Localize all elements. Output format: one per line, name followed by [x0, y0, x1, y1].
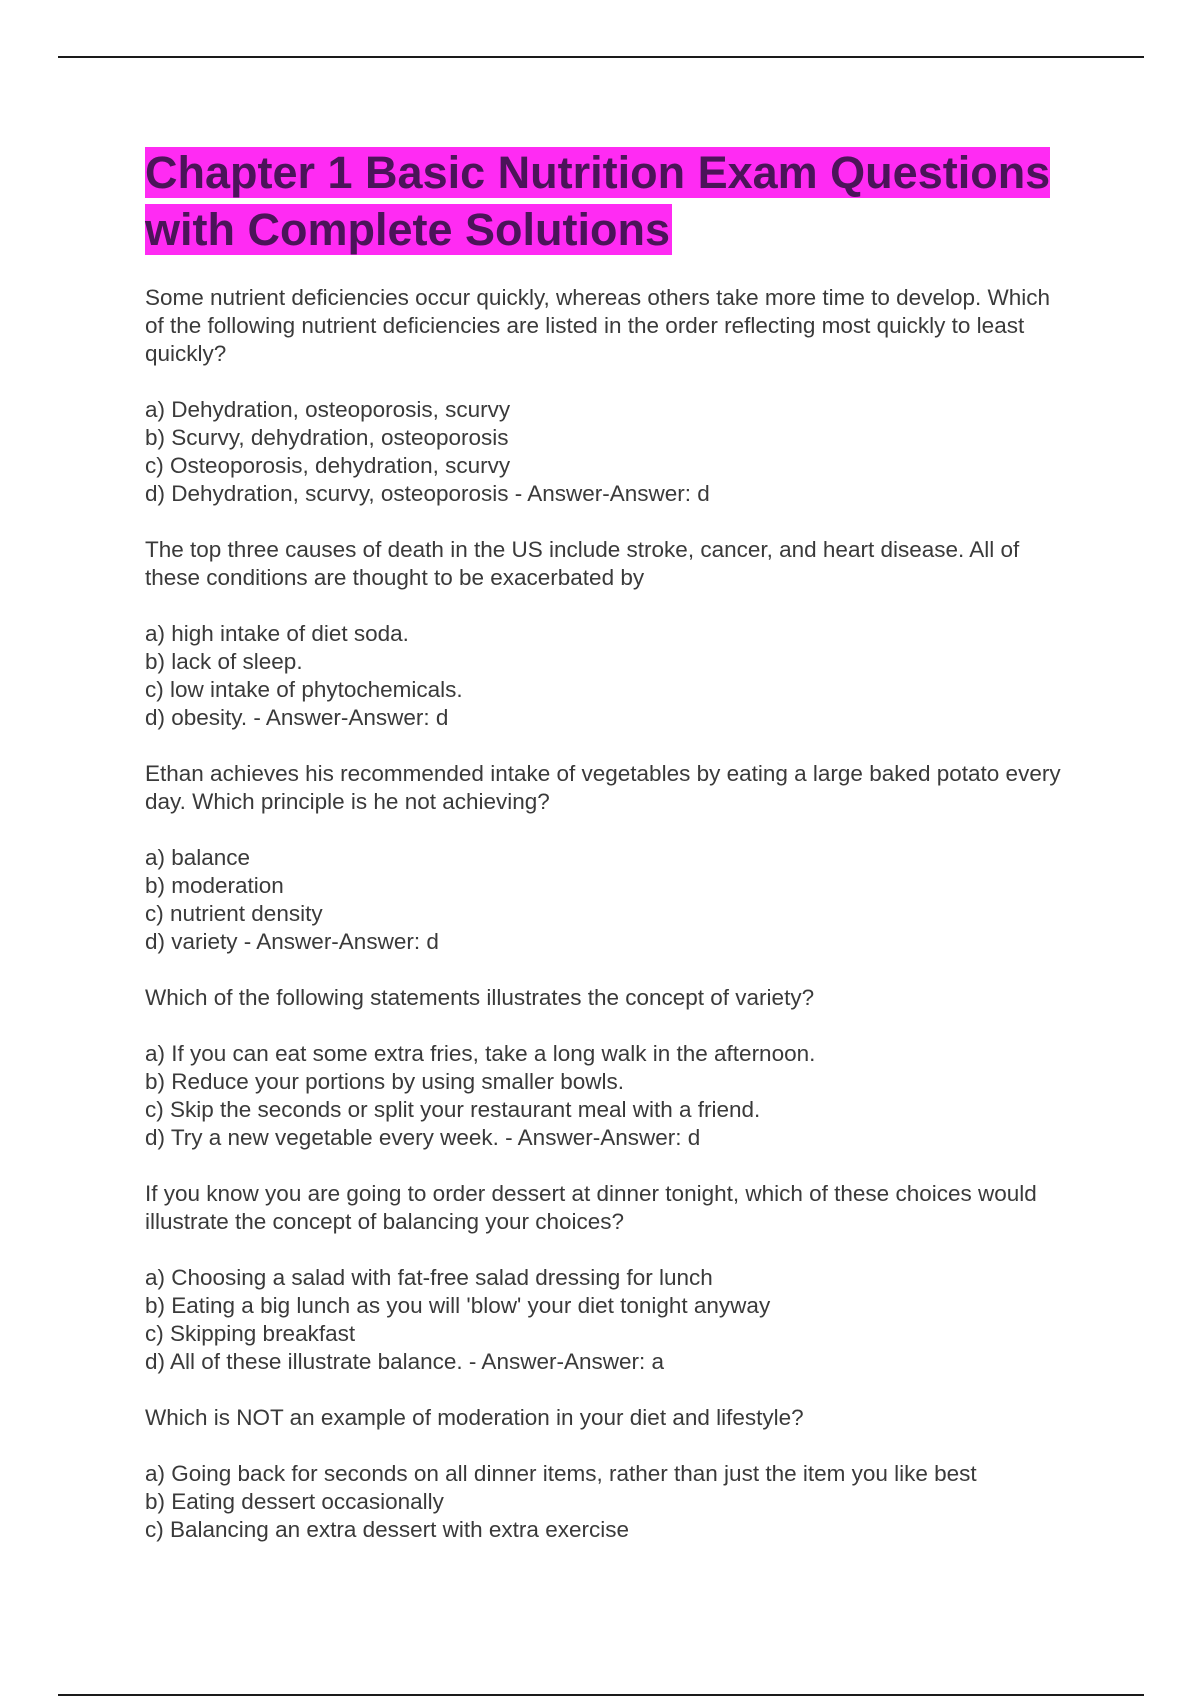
- document-title: [145, 144, 1065, 258]
- question-options: [145, 1460, 1065, 1544]
- option-b: b) Eating dessert occasionally: [145, 1489, 444, 1514]
- question-options: [145, 1264, 1065, 1376]
- option-c: c) Osteoporosis, dehydration, scurvy: [145, 453, 511, 478]
- option-b: b) Eating a big lunch as you will 'blow' your diet tonight anyway: [145, 1293, 771, 1318]
- option-a: a) Choosing a salad with fat-free salad dressing for lunch: [145, 1265, 713, 1290]
- option-c: c) Balancing an extra dessert with extra exercise: [145, 1517, 629, 1542]
- option-a: a) high intake of diet soda.: [145, 621, 409, 646]
- question-5: [145, 1180, 1065, 1376]
- option-b: b) Reduce your portions by using smaller bowls.: [145, 1069, 624, 1094]
- question-1: [145, 284, 1065, 508]
- bottom-rule: [58, 1694, 1144, 1696]
- option-c: c) nutrient density: [145, 901, 323, 926]
- option-b: b) moderation: [145, 873, 284, 898]
- option-b: b) lack of sleep.: [145, 649, 303, 674]
- question-stem: Ethan achieves his recommended intake of vegetables by eating a large baked potato every day. Which principle is he not achieving?: [145, 761, 1061, 814]
- option-c: c) low intake of phytochemicals.: [145, 677, 463, 702]
- option-b: b) Scurvy, dehydration, osteoporosis: [145, 425, 509, 450]
- option-d: d) Try a new vegetable every week. - Answer-Answer: d: [145, 1125, 701, 1150]
- question-stem: Which of the following statements illustrates the concept of variety?: [145, 985, 815, 1010]
- option-a: a) balance: [145, 845, 251, 870]
- option-d: d) Dehydration, scurvy, osteoporosis - Answer-Answer: d: [145, 481, 710, 506]
- question-options: [145, 844, 1065, 956]
- question-6: [145, 1404, 1065, 1544]
- question-stem: Which is NOT an example of moderation in your diet and lifestyle?: [145, 1405, 804, 1430]
- question-stem: Some nutrient deficiencies occur quickly, whereas others take more time to develop. Which of the following nutrient deficiencies are listed in the order reflecting most quickly to least quickly?: [145, 285, 1050, 366]
- top-rule: [58, 56, 1144, 58]
- option-a: a) If you can eat some extra fries, take a long walk in the afternoon.: [145, 1041, 816, 1066]
- option-d: d) All of these illustrate balance. - Answer-Answer: a: [145, 1349, 664, 1374]
- document-body: [145, 144, 1065, 1572]
- question-options: [145, 396, 1065, 508]
- option-a: a) Going back for seconds on all dinner items, rather than just the item you like best: [145, 1461, 977, 1486]
- question-3: [145, 760, 1065, 956]
- question-2: [145, 536, 1065, 732]
- option-d: d) variety - Answer-Answer: d: [145, 929, 439, 954]
- question-stem: The top three causes of death in the US include stroke, cancer, and heart disease. All of these conditions are thought to be exacerbated by: [145, 537, 1020, 590]
- title-highlight: Chapter 1 Basic Nutrition Exam Questions with Complete Solutions: [145, 147, 1051, 255]
- question-stem: If you know you are going to order dessert at dinner tonight, which of these choices would illustrate the concept of balancing your choices?: [145, 1181, 1037, 1234]
- option-c: c) Skip the seconds or split your restaurant meal with a friend.: [145, 1097, 761, 1122]
- question-options: [145, 1040, 1065, 1152]
- option-a: a) Dehydration, osteoporosis, scurvy: [145, 397, 511, 422]
- question-4: [145, 984, 1065, 1152]
- question-options: [145, 620, 1065, 732]
- option-c: c) Skipping breakfast: [145, 1321, 356, 1346]
- option-d: d) obesity. - Answer-Answer: d: [145, 705, 449, 730]
